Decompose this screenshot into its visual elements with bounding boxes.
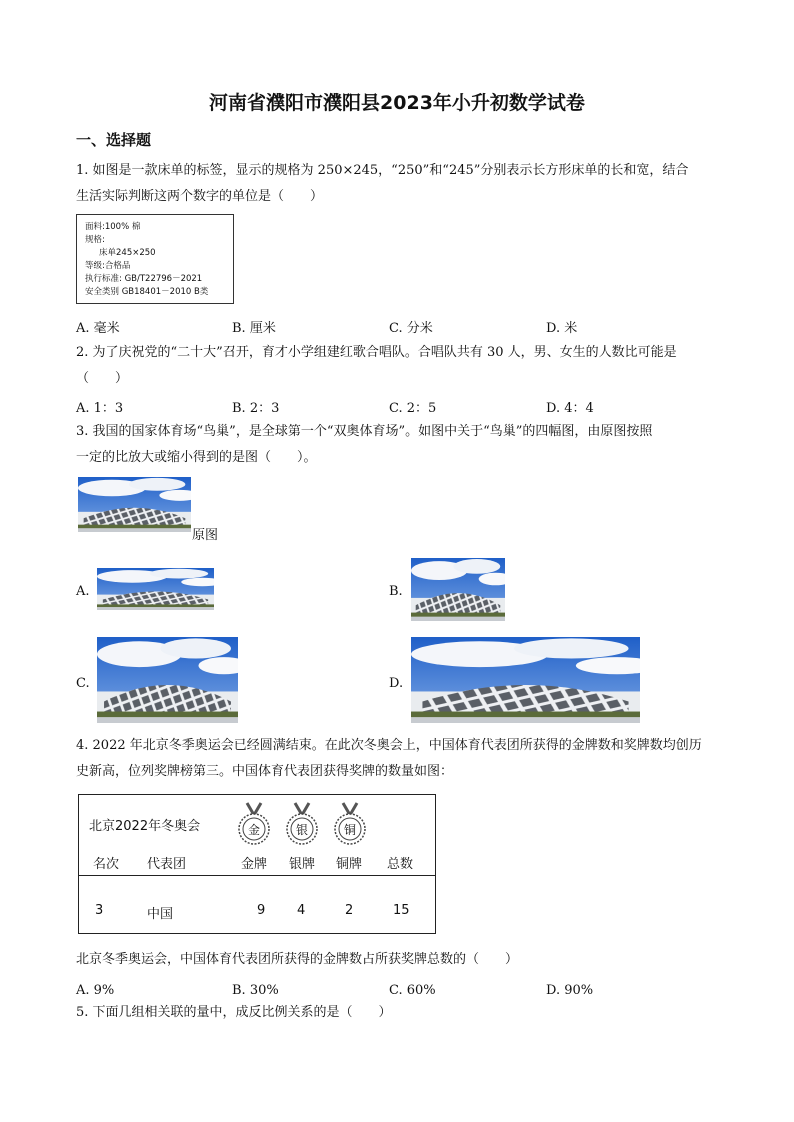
- q3-option-c[interactable]: C.: [76, 676, 90, 691]
- label-line: 等级:合格品: [85, 261, 131, 271]
- q2-option-a[interactable]: A. 1：3: [76, 401, 124, 416]
- stadium-image-d[interactable]: [411, 637, 640, 723]
- gold-medal-label: 金: [248, 823, 261, 837]
- q3-option-d[interactable]: D.: [389, 676, 404, 691]
- header-bronze: 铜牌: [336, 857, 363, 872]
- header-rank: 名次: [93, 857, 120, 872]
- q2-line1: 2. 为了庆祝党的“二十大”召开，育才小学组建红歌合唱队。合唱队共有 30 人，男、女生的人数比可能是: [76, 345, 677, 360]
- header-total: 总数: [387, 857, 414, 872]
- q4-line2: 史新高，位列奖牌榜第三。中国体育代表团获得奖牌的数量如图：: [76, 764, 454, 779]
- medal-table-heading: 北京2022年冬奥会: [89, 819, 201, 834]
- q4-option-b[interactable]: B. 30%: [232, 983, 279, 998]
- q2-option-d[interactable]: D. 4：4: [546, 401, 594, 416]
- label-line: 床单245×250: [99, 248, 156, 258]
- q2-text: [76, 340, 726, 392]
- q4-option-d[interactable]: D. 90%: [546, 983, 594, 998]
- section-heading: 一、选择题: [76, 131, 152, 149]
- cell-total: 15: [393, 903, 410, 918]
- table-divider: [79, 875, 435, 876]
- q3-line2: 一定的比放大或缩小得到的是图（ ）。: [76, 450, 317, 465]
- q3-text: [76, 419, 726, 471]
- original-image-label: 原图: [192, 528, 219, 543]
- q3-option-a[interactable]: A.: [76, 584, 90, 599]
- cell-delegation: 中国: [147, 907, 174, 922]
- header-silver: 银牌: [289, 857, 316, 872]
- q1-option-d[interactable]: D. 米: [546, 321, 578, 336]
- header-gold: 金牌: [241, 857, 268, 872]
- stadium-image-b[interactable]: [411, 558, 505, 621]
- q4-line1: 4. 2022 年北京冬季奥运会已经圆满结束。在此次冬奥会上，中国体育代表团所获得的金牌数和奖牌数均创历: [76, 738, 702, 753]
- silver-medal-label: 银: [296, 823, 309, 837]
- q4-question: 北京冬季奥运会，中国体育代表团所获得的金牌数占所获奖牌总数的（ ）: [76, 952, 519, 967]
- stadium-original-image: [78, 477, 191, 532]
- bronze-medal-label: 铜: [344, 823, 357, 837]
- cell-rank: 3: [95, 903, 104, 918]
- cell-silver: 4: [297, 903, 306, 918]
- q5-text: 5. 下面几组相关联的量中，成反比例关系的是（ ）: [76, 1005, 392, 1020]
- label-line: 安全类别 GB18401－2010 B类: [85, 287, 209, 297]
- bedsheet-label: [76, 214, 234, 304]
- q1-option-b[interactable]: B. 厘米: [232, 321, 276, 336]
- label-line: 面料:100% 棉: [85, 222, 141, 232]
- q3-line1: 3. 我国的国家体育场“鸟巢”，是全球第一个“双奥体育场”。如图中关于“鸟巢”的四幅图，由原图按照: [76, 424, 653, 439]
- label-line: 规格:: [85, 235, 105, 245]
- q4-option-c[interactable]: C. 60%: [389, 983, 436, 998]
- label-line: 执行标准: GB/T22796－2021: [85, 274, 203, 284]
- q1-text: [76, 158, 726, 210]
- q3-option-b[interactable]: B.: [389, 584, 403, 599]
- q1-line1: 1. 如图是一款床单的标签，显示的规格为 250×245，“250”和“245”分别表示长方形床单的长和宽，结合: [76, 163, 689, 178]
- stadium-image-a[interactable]: [97, 568, 214, 610]
- q2-option-b[interactable]: B. 2：3: [232, 401, 280, 416]
- header-delegation: 代表团: [147, 857, 187, 872]
- q2-option-c[interactable]: C. 2：5: [389, 401, 437, 416]
- stadium-image-c[interactable]: [97, 637, 238, 723]
- q4-option-a[interactable]: A. 9%: [76, 983, 115, 998]
- cell-bronze: 2: [345, 903, 354, 918]
- q1-option-c[interactable]: C. 分米: [389, 321, 433, 336]
- q1-option-a[interactable]: A. 毫米: [76, 321, 120, 336]
- q4-text: [76, 733, 726, 785]
- q2-line2: （ ）: [76, 371, 129, 386]
- medal-table: [78, 794, 436, 934]
- q1-line2: 生活实际判断这两个数字的单位是（ ）: [76, 189, 324, 204]
- cell-gold: 9: [257, 903, 266, 918]
- page-title: 河南省濮阳市濮阳县2023年小升初数学试卷: [209, 92, 585, 114]
